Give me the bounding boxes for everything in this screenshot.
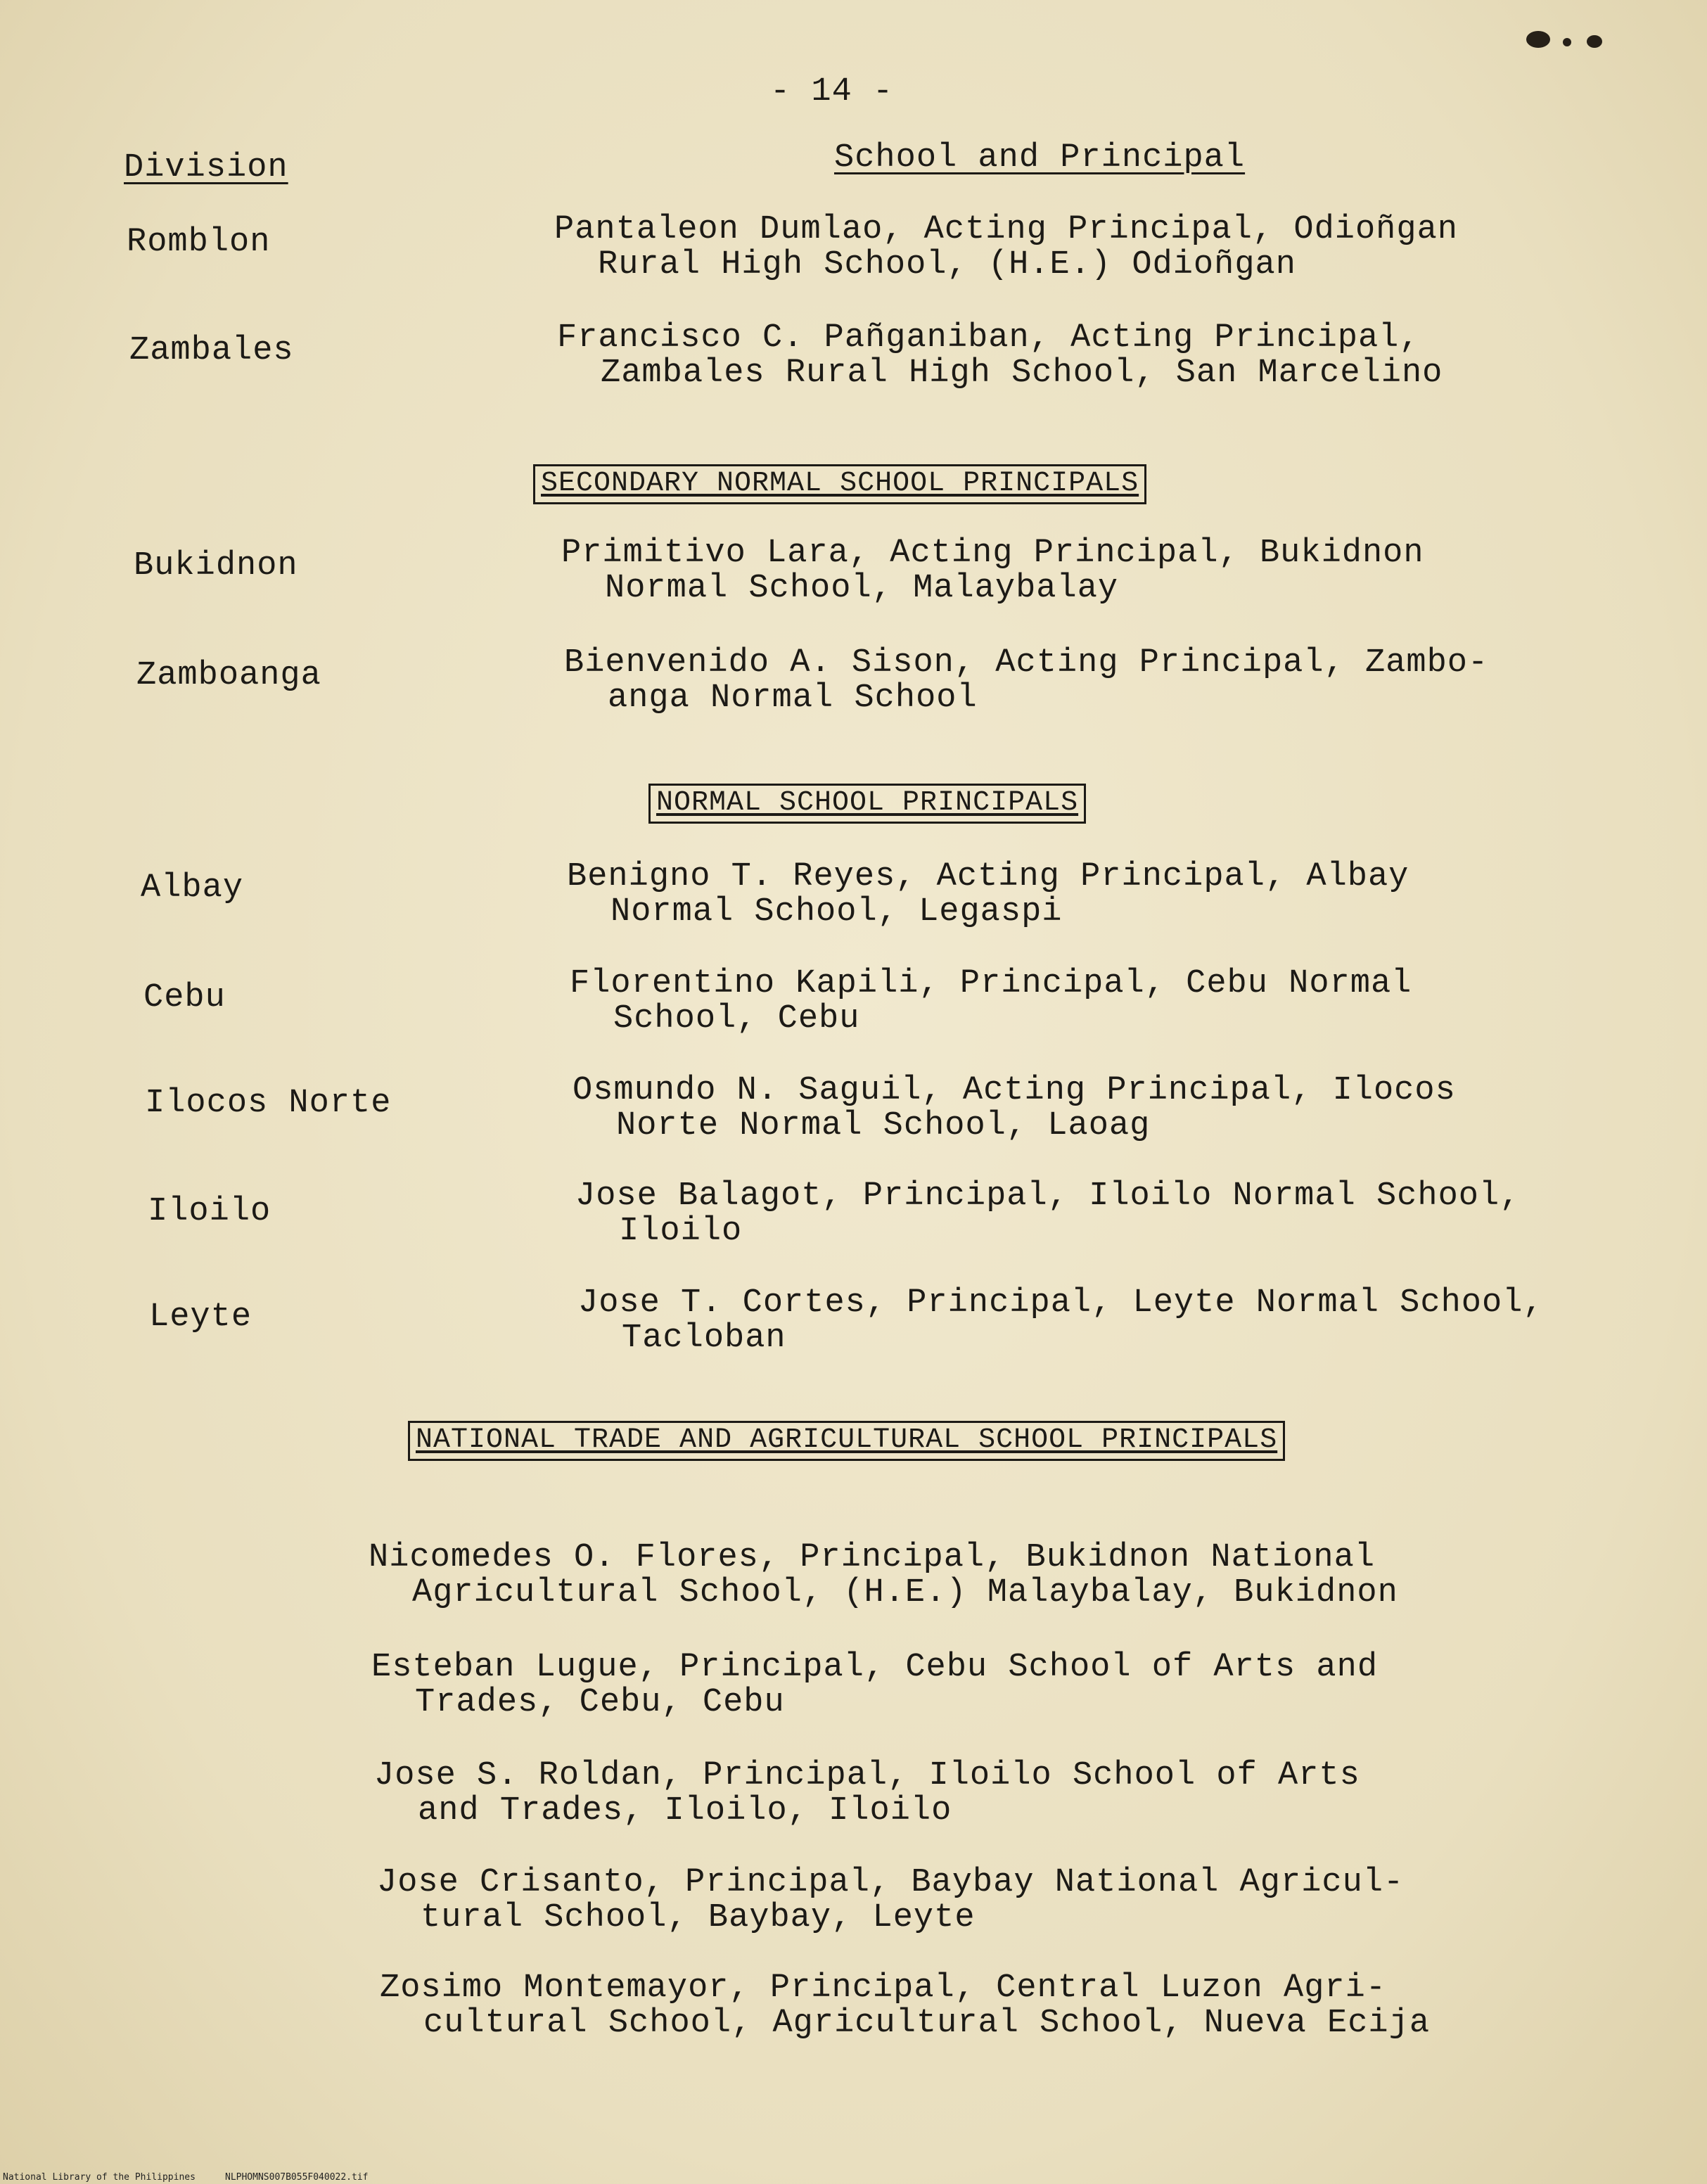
school-principal-entry [369,1540,1398,1611]
entry-line: Normal School, Malaybalay [605,570,1119,607]
section-heading: NORMAL SCHOOL PRINCIPALS [648,784,1086,824]
school-principal-entry [575,1179,1520,1249]
school-principal-entry [554,212,1458,283]
school-principal-entry [567,860,1409,930]
entry-line: anga Normal School [608,679,978,717]
entry-line: tural School, Baybay, Leyte [421,1899,976,1936]
school-principal-column-header: School and Principal [834,139,1246,177]
entry-line: Tacloban [622,1320,786,1357]
entry-line: Jose Crisanto, Principal, Baybay National Agricul- [377,1864,1405,1901]
entry-line: Zosimo Montemayor, Principal, Central Luzon Agri- [380,1969,1387,2007]
entry-line: Florentino Kapili, Principal, Cebu Normal [570,965,1412,1002]
division-name: Romblon [127,224,271,261]
entry-line: and Trades, Iloilo, Iloilo [418,1792,952,1829]
school-principal-entry [557,321,1443,391]
entry-line: Jose T. Cortes, Principal, Leyte Normal School, [578,1284,1544,1322]
section-heading: SECONDARY NORMAL SCHOOL PRINCIPALS [533,464,1146,504]
section-heading: NATIONAL TRADE AND AGRICULTURAL SCHOOL PRINCIPALS [408,1421,1285,1461]
division-name: Zamboanga [136,657,321,694]
division-name: Zambales [129,332,294,369]
entry-line: Pantaleon Dumlao, Acting Principal, Odioñgan [554,211,1459,248]
school-principal-entry [380,1971,1430,2041]
entry-line: School, Cebu [613,1000,860,1037]
division-name: Iloilo [148,1193,271,1230]
page-number: - 14 - [770,73,894,110]
entry-line: Norte Normal School, Laoag [616,1107,1151,1144]
entry-line: Agricultural School, (H.E.) Malaybalay, Bukidnon [412,1574,1398,1611]
school-principal-entry [371,1650,1378,1720]
entry-line: Osmundo N. Saguil, Acting Principal, Ilocos [573,1072,1456,1109]
entry-line: Iloilo [619,1213,743,1250]
entry-line: Nicomedes O. Flores, Principal, Bukidnon National [369,1539,1376,1576]
school-principal-entry [564,646,1488,716]
footer-library: National Library of the Philippines [3,2172,196,2183]
entry-line: Benigno T. Reyes, Acting Principal, Albay [567,858,1409,895]
footer-file-id: NLPHOMNS007B055F040022.tif [225,2172,369,2183]
entry-line: Normal School, Legaspi [610,893,1063,931]
school-principal-entry [374,1758,1360,1829]
division-column-header: Division [124,149,288,186]
division-name: Cebu [143,979,226,1016]
entry-line: Bienvenido A. Sison, Acting Principal, Zambo- [564,644,1489,682]
entry-line: Rural High School, (H.E.) Odioñgan [598,246,1296,283]
division-name: Ilocos Norte [145,1085,392,1122]
school-principal-entry [377,1865,1404,1936]
entry-line: Jose Balagot, Principal, Iloilo Normal School, [575,1177,1521,1215]
entry-line: Jose S. Roldan, Principal, Iloilo School of Arts [374,1757,1360,1794]
school-principal-entry [573,1073,1456,1144]
entry-line: Esteban Lugue, Principal, Cebu School of Arts and [371,1649,1379,1686]
school-principal-entry [561,536,1424,606]
division-name: Leyte [149,1298,252,1336]
entry-line: Primitivo Lara, Acting Principal, Bukidnon [561,535,1424,572]
entry-line: cultural School, Agricultural School, Nueva Ecija [423,2005,1431,2042]
school-principal-entry [578,1286,1544,1356]
entry-line: Trades, Cebu, Cebu [415,1684,785,1721]
entry-line: Francisco C. Pañganiban, Acting Principal, [557,319,1420,357]
division-name: Albay [141,869,244,907]
entry-line: Zambales Rural High School, San Marcelino [601,355,1443,392]
division-name: Bukidnon [134,547,298,585]
school-principal-entry [570,966,1412,1037]
